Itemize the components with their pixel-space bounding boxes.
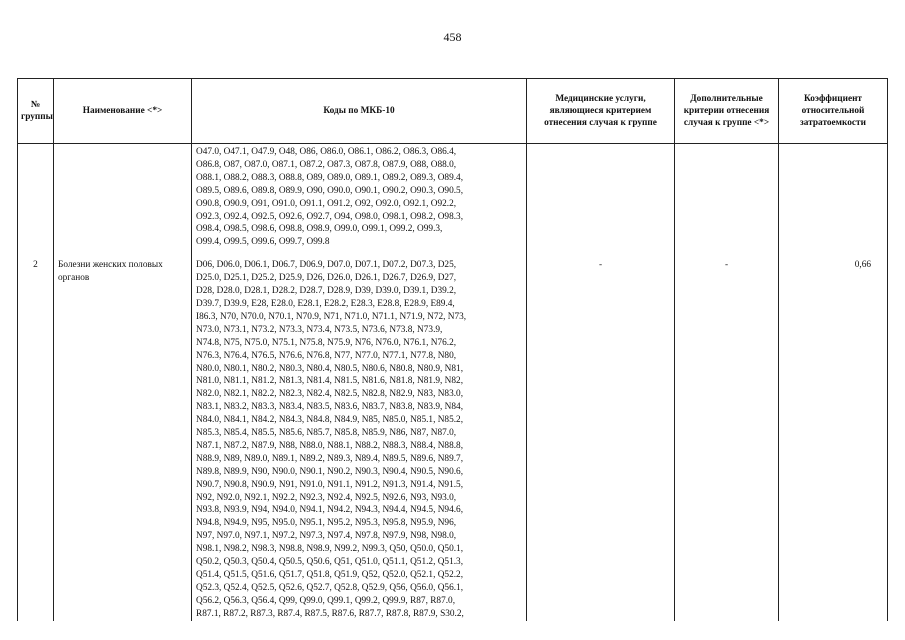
cell-additional-criteria bbox=[675, 144, 779, 254]
cell-medical-services: - bbox=[527, 253, 675, 620]
cell-group-number bbox=[18, 144, 54, 254]
table-row bbox=[18, 253, 888, 620]
cell-additional-criteria: - bbox=[675, 253, 779, 620]
cell-medical-services bbox=[527, 144, 675, 254]
cell-name bbox=[54, 144, 192, 254]
page-number: 458 bbox=[443, 30, 462, 44]
table-row-continued bbox=[18, 144, 888, 254]
header-icd10-codes: Коды по МКБ-10 bbox=[192, 79, 527, 144]
cell-coefficient bbox=[779, 144, 888, 254]
header-medical-services: Медицинские услуги, являющиеся критерием отнесения случая к группе bbox=[527, 79, 675, 144]
cell-name: Болезни женских половых органов bbox=[54, 253, 192, 620]
cell-icd10-codes: D06, D06.0, D06.1, D06.7, D06.9, D07.0, D07.1, D07.2, D07.3, D25, D25.0, D25.1, D25.2, D25.9, D26, D26.0, D26.1, D26.7, D26.9, D27, D28, D28.0, D28.1, D28.2, D28.7, D28.9, D39, D39.0, D39.1, D39.2, D39.7, D39.9, E28, E28.0, E28.1, E28.2, E28.3, E28.8, E28.9, E89.4, I86.3, N70, N70.0, N70.1, N70.9, N71, N71.0, N71.1, N71.9, N72, N73, N73.0, N73.1, N73.2, N73.3, N73.4, N73.5, N73.6, N73.8, N73.9, N74.8, N75, N75.0, N75.1, N75.8, N75.9, N76, N76.0, N76.1, N76.2, N76.3, N76.4, N76.5, N76.6, N76.8, N77, N77.0, N77.1, N77.8, N80, N80.0, N80.1, N80.2, N80.3, N80.4, N80.5, N80.6, N80.8, N80.9, N81, N81.0, N81.1, N81.2, N81.3, N81.4, N81.5, N81.6, N81.8, N81.9, N82, N82.0, N82.1, N82.2, N82.3, N82.4, N82.5, N82.8, N82.9, N83, N83.0, N83.1, N83.2, N83.3, N83.4, N83.5, N83.6, N83.7, N83.8, N83.9, N84, N84.0, N84.1, N84.2, N84.3, N84.8, N84.9, N85, N85.0, N85.1, N85.2, N85.3, N85.4, N85.5, N85.6, N85.7, N85.8, N85.9, N86, N87, N87.0, N87.1, N87.2, N87.9, N88, N88.0, N88.1, N88.2, N88.3, N88.4, N88.8, N88.9, N89, N89.0, N89.1, N89.2, N89.3, N89.4, N89.5, N89.6, N89.7, N89.8, N89.9, N90, N90.0, N90.1, N90.2, N90.3, N90.4, N90.5, N90.6, N90.7, N90.8, N90.9, N91, N91.0, N91.1, N91.2, N91.3, N91.4, N91.5, N92, N92.0, N92.1, N92.2, N92.3, N92.4, N92.5, N92.6, N93, N93.0, N93.8, N93.9, N94, N94.0, N94.1, N94.2, N94.3, N94.4, N94.5, N94.6, N94.8, N94.9, N95, N95.0, N95.1, N95.2, N95.3, N95.8, N95.9, N96, N97, N97.0, N97.1, N97.2, N97.3, N97.4, N97.8, N97.9, N98, N98.0, N98.1, N98.2, N98.3, N98.8, N98.9, N99.2, N99.3, Q50, Q50.0, Q50.1, Q50.2, Q50.3, Q50.4, Q50.5, Q50.6, Q51, Q51.0, Q51.1, Q51.2, Q51.3, Q51.4, Q51.5, Q51.6, Q51.7, Q51.8, Q51.9, Q52, Q52.0, Q52.1, Q52.2, Q52.3, Q52.4, Q52.5, Q52.6, Q52.7, Q52.8, Q52.9, Q56, Q56.0, Q56.1, Q56.2, Q56.3, Q56.4, Q99, Q99.0, Q99.1, Q99.2, Q99.9, R87, R87.0, R87.1, R87.2, R87.3, R87.4, R87.5, R87.6, R87.7, R87.8, R87.9, S30.2, bbox=[192, 253, 527, 620]
cell-coefficient: 0,66 bbox=[779, 253, 888, 620]
header-group-number: № группы bbox=[18, 79, 54, 144]
header-row bbox=[18, 79, 888, 144]
cell-icd10-codes: O47.0, O47.1, O47.9, O48, O86, O86.0, O86.1, O86.2, O86.3, O86.4, O86.8, O87, O87.0, O87.1, O87.2, O87.3, O87.8, O87.9, O88, O88.0, O88.1, O88.2, O88.3, O88.8, O89, O89.0, O89.1, O89.2, O89.3, O89.4, O89.5, O89.6, O89.8, O89.9, O90, O90.0, O90.1, O90.2, O90.3, O90.5, O90.8, O90.9, O91, O91.0, O91.1, O91.2, O92, O92.0, O92.1, O92.2, O92.3, O92.4, O92.5, O92.6, O92.7, O94, O98.0, O98.1, O98.2, O98.3, O98.4, O98.5, O98.6, O98.8, O98.9, O99.0, O99.1, O99.2, O99.3, O99.4, O99.5, O99.6, O99.7, O99.8 bbox=[192, 144, 527, 254]
header-coefficient: Коэффициент относительной затратоемкости bbox=[779, 79, 888, 144]
header-additional-criteria: Дополнительные критерии отнесения случая к группе <*> bbox=[675, 79, 779, 144]
drg-group-table bbox=[17, 78, 888, 621]
cell-group-number: 2 bbox=[18, 253, 54, 620]
header-name: Наименование <*> bbox=[54, 79, 192, 144]
